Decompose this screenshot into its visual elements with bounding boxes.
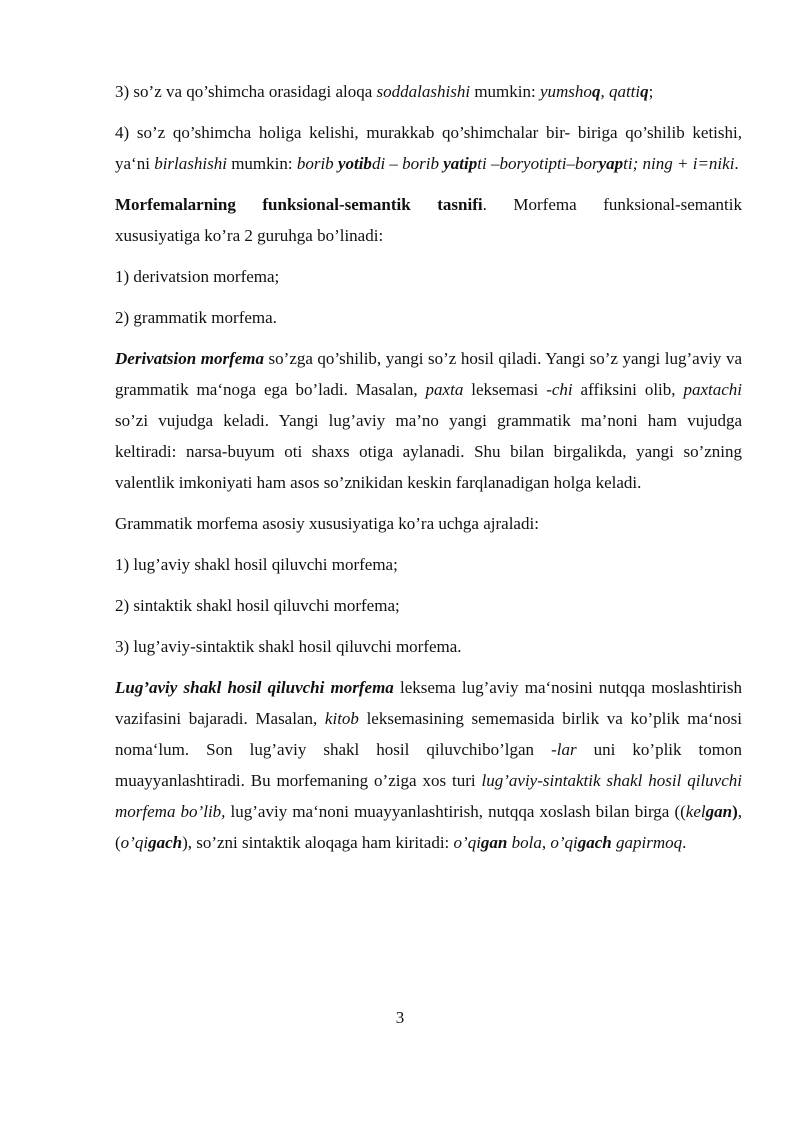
paragraph: [115, 508, 742, 539]
text-run: ti –boryotipti–bor: [477, 154, 599, 173]
text-run: Morfemalarning funksional-semantik tasnifi: [115, 195, 483, 214]
document-body: [115, 76, 742, 868]
text-run: mumkin:: [226, 154, 297, 173]
paragraph: [115, 117, 742, 179]
text-run: birlashishi: [154, 154, 227, 173]
text-run: yumsho: [539, 82, 592, 101]
text-run: ti; ning + i=niki: [623, 154, 735, 173]
text-run: o’qi: [550, 833, 578, 852]
text-run: .: [734, 154, 739, 173]
text-run: yotib: [337, 154, 372, 173]
text-run: gan: [705, 802, 733, 821]
text-run: kel: [685, 802, 706, 821]
text-run: ,: [541, 833, 551, 852]
text-run: ;: [648, 82, 654, 101]
text-run: Grammatik morfema asosiy xususiyatiga ko’ra uchga ajraladi:: [115, 514, 539, 533]
paragraph: [115, 302, 742, 333]
text-run: so’zga qo’shilib, yangi so’z hosil qiladi. Yangi so’z yangi lug’aviy va grammatik ma‘noga ega bo’ladi. Masalan,: [115, 349, 742, 399]
text-run: ,: [600, 82, 609, 101]
text-run: di – borib: [371, 154, 444, 173]
text-run: gach: [577, 833, 612, 852]
text-run: -chi: [546, 380, 573, 399]
text-run: leksemasi: [463, 380, 547, 399]
text-run: gach: [148, 833, 183, 852]
text-run: .: [682, 833, 687, 852]
paragraph: [115, 672, 742, 858]
paragraph: [115, 590, 742, 621]
text-run: mumkin:: [470, 82, 540, 101]
text-run: 4) so’z qo’shimcha holiga kelishi, murakkab qo’shimchalar bir- biriga qo’shilib ketishi, ya‘ni: [115, 123, 742, 173]
text-run: . Morfema funksional-semantik xususiyatiga ko’ra 2 guruhga bo’linadi:: [115, 195, 742, 245]
text-run: o’qi: [453, 833, 481, 852]
text-run: yap: [598, 154, 624, 173]
text-run: 3) so’z va qo’shimcha orasidagi aloqa: [115, 82, 377, 101]
text-run: leksema lug’aviy ma‘nosini nutqqa moslashtirish vazifasini bajaradi. Masalan,: [115, 678, 743, 728]
text-run: bola: [507, 833, 542, 852]
paragraph: [115, 343, 742, 498]
text-run: 3) lug’aviy-sintaktik shakl hosil qiluvchi morfema.: [115, 637, 462, 656]
text-run: affiksini olib,: [572, 380, 684, 399]
text-run: o’qi: [120, 833, 149, 852]
text-run: paxta: [425, 380, 464, 399]
paragraph: [115, 189, 742, 251]
text-run: uni ko’plik tomon muayyanlashtiradi. Bu morfemaning o’ziga xos turi: [115, 740, 743, 790]
text-run: ), so’zni sintaktik aloqaga ham kiritadi:: [182, 833, 454, 852]
text-run: borib: [296, 154, 338, 173]
text-run: q: [591, 82, 601, 101]
paragraph: [115, 261, 742, 292]
text-run: lug’aviy-sintaktik shakl hosil qiluvchi morfema bo’lib,: [115, 771, 742, 821]
paragraph: [115, 631, 742, 662]
text-run: lug’aviy ma‘noni muayyanlashtirish, nutqqa xoslash bilan birga ((: [225, 802, 686, 821]
text-run: soddalashishi: [376, 82, 471, 101]
text-run: kitob: [324, 709, 359, 728]
text-run: 1) lug’aviy shakl hosil qiluvchi morfema;: [115, 555, 398, 574]
paragraph: [115, 76, 742, 107]
text-run: leksemasining sememasida birlik va ko’plik ma‘nosi noma‘lum. Son lug’aviy shakl hosil qiluvchibo’lgan: [115, 709, 742, 759]
text-run: q: [640, 82, 649, 101]
text-run: paxtachi: [683, 380, 742, 399]
text-run: 2) sintaktik shakl hosil qiluvchi morfema;: [115, 596, 400, 615]
text-run: 2) grammatik morfema.: [115, 308, 277, 327]
text-run: so’zi vujudga keladi. Yangi lug’aviy ma’no yangi grammatik ma’noni ham vujudga keltiradi: narsa-buyum oti shaxs otiga aylanadi. Shu bilan birgalikda, yangi so’zning valentlik imkoniyati ham asos so’znikidan keskin farqlanadigan holga keladi.: [115, 411, 742, 492]
paragraph: [115, 549, 742, 580]
text-run: Derivatsion morfema: [115, 349, 265, 368]
text-run: , (: [115, 802, 743, 852]
text-run: qatti: [608, 82, 641, 101]
text-run: Lug’aviy shakl hosil qiluvchi morfema: [115, 678, 394, 697]
text-run: gan: [480, 833, 508, 852]
text-run: -lar: [551, 740, 577, 759]
text-run: 1) derivatsion morfema;: [115, 267, 280, 286]
text-run: gapirmoq: [611, 833, 683, 852]
text-run: yatip: [443, 154, 478, 173]
page-number: 3: [395, 1008, 405, 1027]
text-run: ): [732, 802, 738, 821]
